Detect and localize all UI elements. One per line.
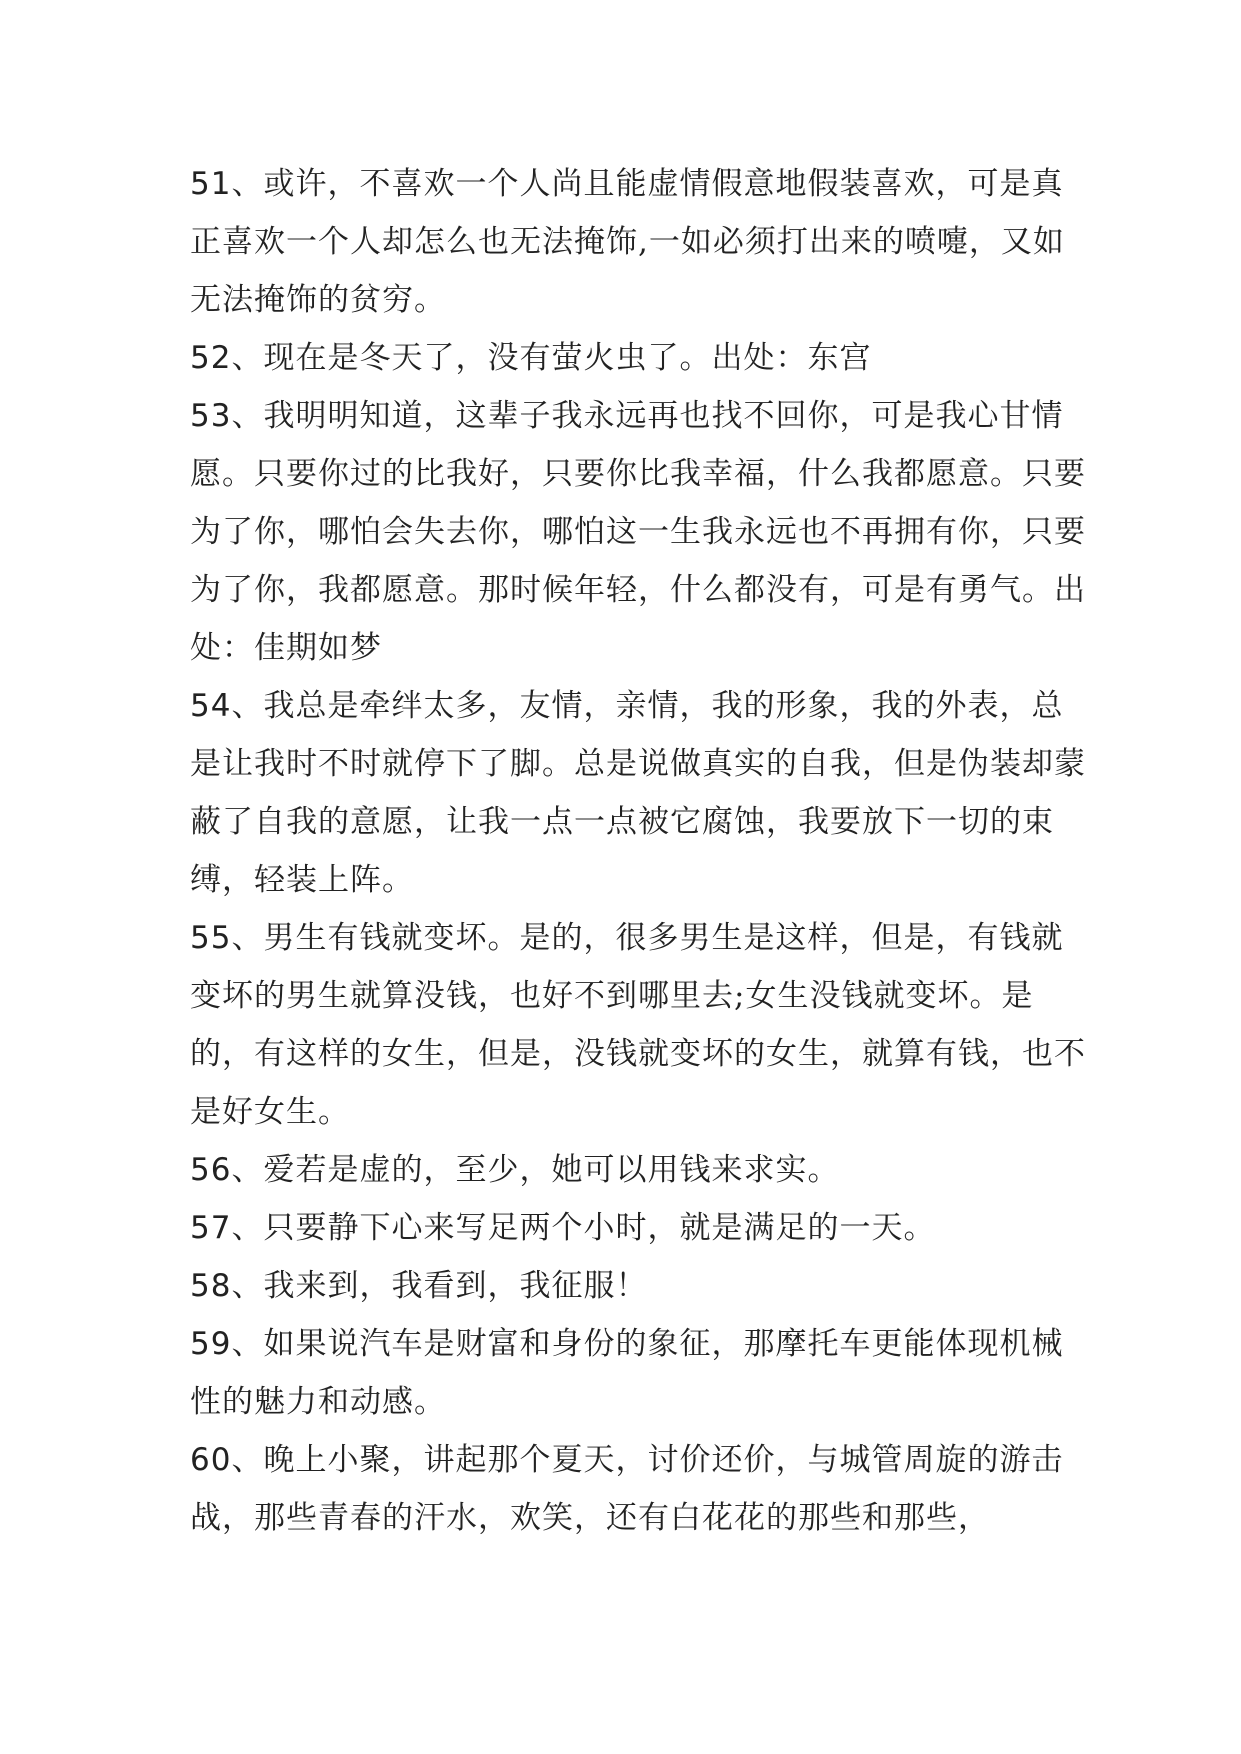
- entry-number: 54: [190, 688, 232, 724]
- entry-number: 60: [190, 1442, 232, 1478]
- quote-entry-60: [190, 1431, 1090, 1547]
- entry-number: 59: [190, 1326, 232, 1362]
- quote-entry-55: [190, 909, 1090, 1141]
- entry-text: 、我明明知道，这辈子我永远再也找不回你，可是我心甘情愿。只要你过的比我好，只要你比我幸福，什么我都愿意。只要为了你，哪怕会失去你，哪怕这一生我永远也不再拥有你，只要为了你，我都愿意。那时候年轻，什么都没有，可是有勇气。出处：佳期如梦: [190, 398, 1086, 666]
- entry-number: 51: [190, 166, 232, 202]
- entry-text: 、只要静下心来写足两个小时，就是满足的一天。: [231, 1210, 936, 1246]
- entry-number: 57: [190, 1210, 232, 1246]
- entry-text: 、我总是牵绊太多，友情，亲情，我的形象，我的外表，总是让我时不时就停下了脚。总是说做真实的自我，但是伪装却蒙蔽了自我的意愿，让我一点一点被它腐蚀，我要放下一切的束缚，轻装上阵。: [190, 688, 1086, 898]
- quote-entry-53: [190, 387, 1090, 677]
- quote-entry-51: [190, 155, 1090, 329]
- quote-entry-58: [190, 1257, 1090, 1315]
- quote-list: [190, 155, 1090, 1547]
- entry-text: 、男生有钱就变坏。是的，很多男生是这样，但是，有钱就变坏的男生就算没钱，也好不到哪里去;女生没钱就变坏。是的，有这样的女生，但是，没钱就变坏的女生，就算有钱，也不是好女生。: [190, 920, 1086, 1130]
- entry-text: 、晚上小聚，讲起那个夏天，讨价还价，与城管周旋的游击战，那些青春的汗水，欢笑，还有白花花的那些和那些，: [190, 1442, 1064, 1536]
- entry-text: 、我来到，我看到，我征服！: [231, 1268, 648, 1304]
- entry-text: 、或许，不喜欢一个人尚且能虚情假意地假装喜欢，可是真正喜欢一个人却怎么也无法掩饰,一如必须打出来的喷嚏，又如无法掩饰的贫穷。: [190, 166, 1065, 318]
- quote-entry-54: [190, 677, 1090, 909]
- entry-number: 52: [190, 340, 232, 376]
- entry-number: 58: [190, 1268, 232, 1304]
- quote-entry-56: [190, 1141, 1090, 1199]
- quote-entry-57: [190, 1199, 1090, 1257]
- quote-entry-59: [190, 1315, 1090, 1431]
- entry-number: 56: [190, 1152, 232, 1188]
- entry-number: 55: [190, 920, 232, 956]
- entry-text: 、现在是冬天了，没有萤火虫了。出处：东宫: [231, 340, 872, 376]
- quote-entry-52: [190, 329, 1090, 387]
- entry-number: 53: [190, 398, 232, 434]
- entry-text: 、爱若是虚的，至少，她可以用钱来求实。: [231, 1152, 840, 1188]
- entry-text: 、如果说汽车是财富和身份的象征，那摩托车更能体现机械性的魅力和动感。: [190, 1326, 1064, 1420]
